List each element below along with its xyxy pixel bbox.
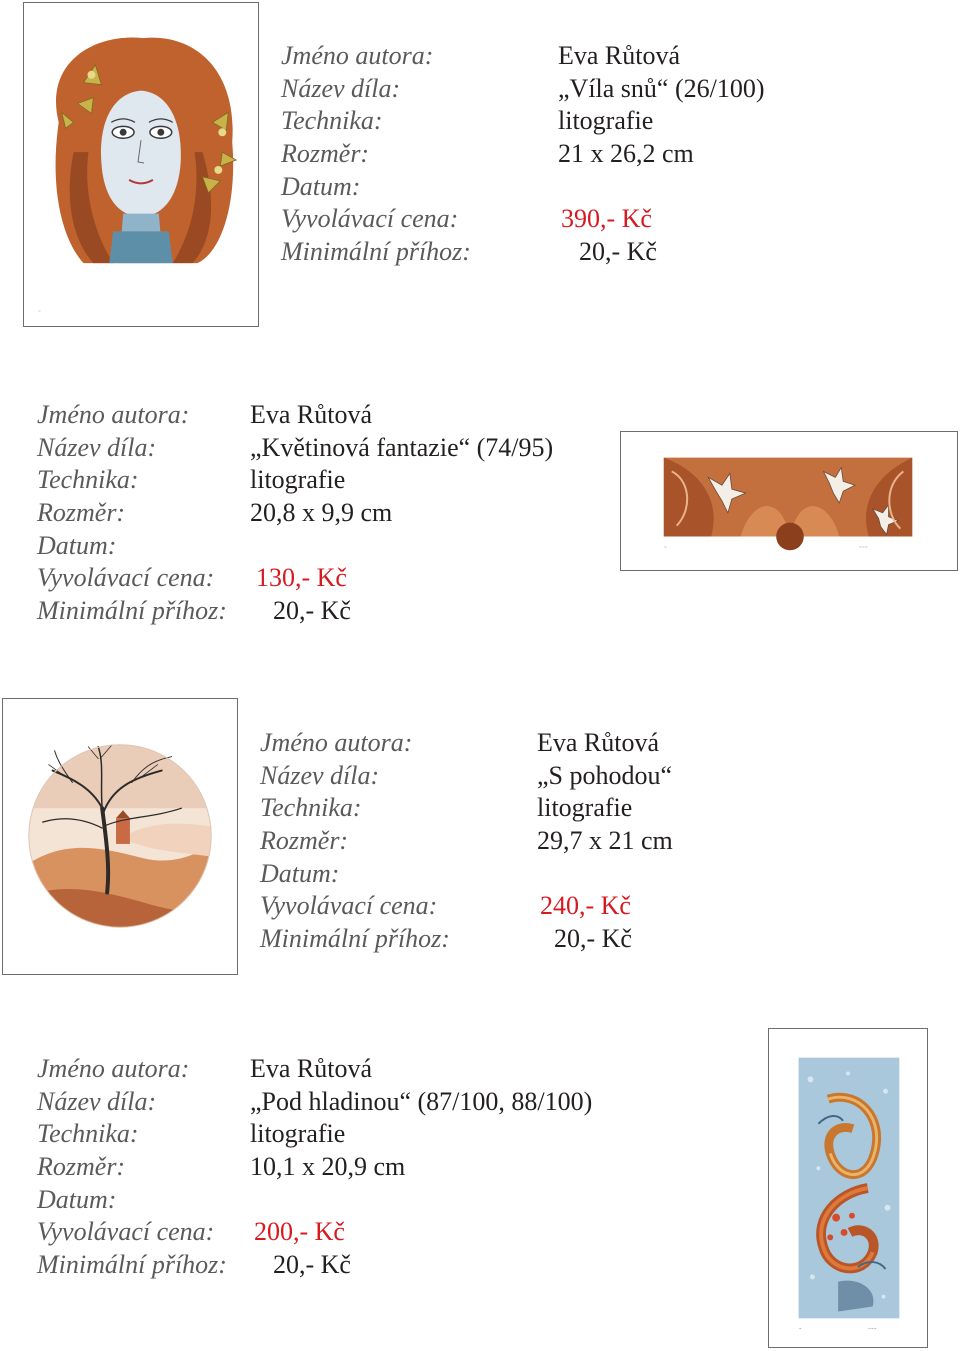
svg-text:~~~: ~~~ [858,545,868,551]
min-increment-value: 20,- Kč [273,596,351,626]
technique-value: litografie [558,106,654,136]
min-increment-label: Minimální příhoz: [260,924,450,954]
starting-price-label: Vyvolávací cena: [37,563,215,593]
floral-fantasy-illustration [621,432,957,570]
starting-price-label: Vyvolávací cena: [37,1217,215,1247]
fairy-portrait-illustration [24,3,258,326]
technique-value: litografie [250,465,346,495]
size-value: 10,1 x 20,9 cm [250,1152,406,1182]
author-value: Eva Růtová [537,728,660,757]
svg-text:~: ~ [37,309,41,315]
starting-price-value: 390,- Kč [561,204,652,234]
date-label: Datum: [281,171,361,201]
technique-value: litografie [537,793,633,823]
svg-text:~~~: ~~~ [867,1327,877,1333]
artwork-image-kvetinova-fantazie [620,431,958,571]
technique-label: Technika: [281,106,383,136]
author-label: Jméno autora: [37,1054,190,1083]
author-label: Jméno autora: [260,728,413,757]
size-value: 21 x 26,2 cm [558,139,694,169]
starting-price-value: 200,- Kč [254,1217,345,1247]
size-value: 29,7 x 21 cm [537,826,673,856]
author-value: Eva Růtová [558,41,681,70]
artwork-image-pod-hladinou [768,1028,928,1348]
technique-label: Technika: [37,1119,139,1149]
size-value: 20,8 x 9,9 cm [250,498,393,528]
technique-label: Technika: [37,465,139,495]
title-value: „Pod hladinou“ (87/100, 88/100) [250,1086,593,1116]
date-label: Datum: [37,1184,117,1214]
author-label: Jméno autora: [281,41,434,70]
min-increment-value: 20,- Kč [273,1250,351,1280]
title-label: Název díla: [37,432,157,462]
svg-text:~: ~ [663,545,667,551]
artwork-image-vila-snu [23,2,259,327]
title-value: „Víla snů“ (26/100) [558,73,765,103]
title-label: Název díla: [260,760,380,790]
author-value: Eva Růtová [250,1054,373,1083]
size-label: Rozměr: [37,1152,126,1182]
min-increment-value: 20,- Kč [554,924,632,954]
min-increment-label: Minimální příhoz: [37,596,227,626]
size-label: Rozměr: [37,498,126,528]
size-label: Rozměr: [260,826,349,856]
underwater-fish-illustration [769,1029,927,1347]
tree-landscape-illustration [3,699,237,974]
starting-price-label: Vyvolávací cena: [260,891,438,921]
title-label: Název díla: [37,1086,157,1116]
starting-price-value: 240,- Kč [540,891,631,921]
artwork-image-s-pohodou [2,698,238,975]
author-label: Jméno autora: [37,400,190,429]
date-label: Datum: [37,530,117,560]
author-value: Eva Růtová [250,400,373,429]
size-label: Rozměr: [281,139,370,169]
min-increment-value: 20,- Kč [579,237,657,267]
min-increment-label: Minimální příhoz: [281,237,471,267]
title-label: Název díla: [281,73,401,103]
title-value: „S pohodou“ [537,760,673,790]
min-increment-label: Minimální příhoz: [37,1250,227,1280]
starting-price-value: 130,- Kč [256,563,347,593]
svg-text:~: ~ [798,1327,802,1333]
date-label: Datum: [260,858,340,888]
technique-value: litografie [250,1119,346,1149]
technique-label: Technika: [260,793,362,823]
starting-price-label: Vyvolávací cena: [281,204,459,234]
title-value: „Květinová fantazie“ (74/95) [250,432,554,462]
